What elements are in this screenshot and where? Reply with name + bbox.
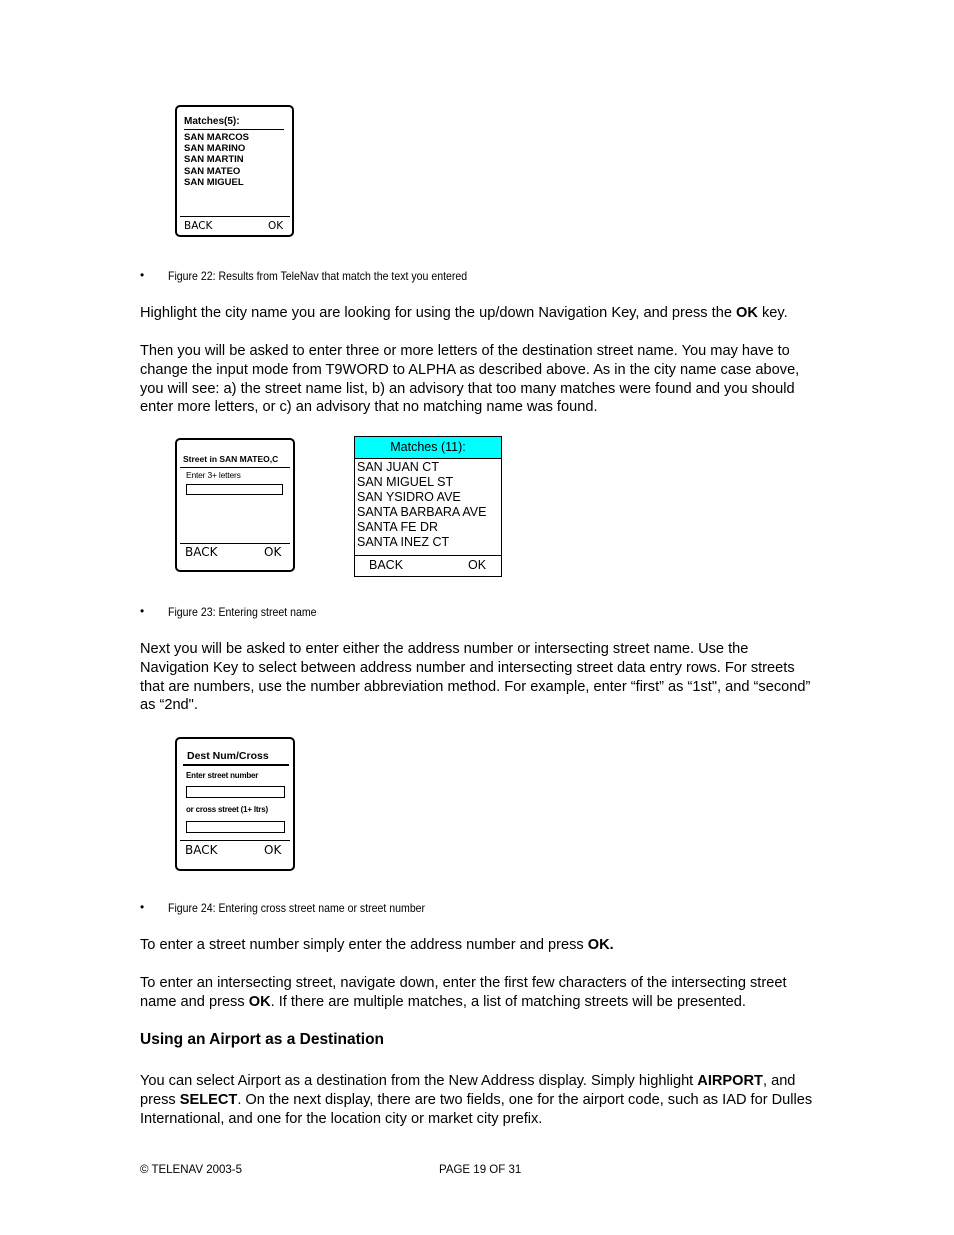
list-item[interactable]: SANTA BARBARA AVE bbox=[357, 505, 487, 519]
figure24-caption: Figure 24: Entering cross street name or street number bbox=[168, 901, 426, 915]
street-number-label: Enter street number bbox=[186, 771, 259, 780]
paragraph-enter-street: Then you will be asked to enter three or more letters of the destination street name. You may have to change the input mode from T9WORD to ALPHA as described above. As in the city name case above, you will see: a) the street name list, b) an advisory that too many matches were found and you should enter more letters, or c) an advisory that no matching name was found. bbox=[140, 343, 800, 416]
street-number-input[interactable] bbox=[186, 786, 285, 798]
back-softkey[interactable]: BACK bbox=[185, 545, 218, 559]
list-item[interactable]: SAN JUAN CT bbox=[357, 460, 439, 474]
cross-street-input[interactable] bbox=[186, 821, 285, 833]
list-item[interactable]: SAN MARCOS bbox=[184, 132, 249, 143]
ok-softkey[interactable]: OK bbox=[264, 843, 282, 857]
street-match-list bbox=[357, 460, 486, 550]
figure22-bullet: • bbox=[140, 268, 145, 282]
ok-softkey[interactable]: OK bbox=[268, 220, 284, 232]
figure24-phone-screen bbox=[175, 737, 295, 871]
footer-copyright: © TELENAV 2003-5 bbox=[140, 1164, 243, 1176]
list-item[interactable]: SANTA FE DR bbox=[357, 520, 439, 534]
softkey-divider bbox=[180, 840, 290, 841]
paragraph-airport: You can select Airport as a destination from the New Address display. Simply highlight AIRPORT, and press SELECT. On the next display, there are two fields, one for the airport code, such as IAD for Dulles International, and one for the location city or market city prefix. bbox=[140, 1073, 813, 1127]
list-item[interactable]: SANTA INEZ CT bbox=[357, 535, 450, 549]
figure22-phone-screen bbox=[175, 105, 294, 237]
title-divider bbox=[180, 467, 290, 468]
footer-page-number: PAGE 19 OF 31 bbox=[439, 1164, 522, 1176]
matches-header: Matches (11): bbox=[355, 437, 501, 459]
figure22-caption: Figure 22: Results from TeleNav that match the text you entered bbox=[168, 269, 468, 283]
figure23-phone-screen bbox=[175, 438, 295, 572]
paragraph-street-number: To enter a street number simply enter the address number and press OK. bbox=[140, 937, 614, 953]
ok-softkey[interactable]: OK bbox=[264, 545, 282, 559]
figure24-bullet: • bbox=[140, 900, 145, 914]
street-screen-title: Street in SAN MATEO,C bbox=[183, 454, 279, 464]
list-item[interactable]: SAN MATEO bbox=[184, 165, 241, 177]
paragraph-address-number: Next you will be asked to enter either the address number or intersecting street name. Use the Navigation Key to select between address number and intersecting street data entry rows. For streets that are numbers, use the number abbreviation method. For example, enter “first” as “1st", and “second” as “2nd". bbox=[140, 641, 811, 714]
list-item[interactable]: SAN MARINO bbox=[184, 143, 246, 155]
street-prompt-label: Enter 3+ letters bbox=[186, 470, 241, 480]
figure23-bullet: • bbox=[140, 604, 145, 618]
ok-softkey[interactable]: OK bbox=[468, 558, 487, 572]
title-divider bbox=[183, 764, 289, 766]
list-item[interactable]: SAN MIGUEL ST bbox=[357, 475, 454, 489]
softkey-divider bbox=[180, 543, 290, 544]
paragraph-intersecting-street: To enter an intersecting street, navigate down, enter the first few characters of the intersecting street name and press OK. If there are multiple matches, a list of matching streets will be presented. bbox=[140, 975, 787, 1010]
city-match-list bbox=[184, 132, 249, 188]
cross-street-label: or cross street (1+ ltrs) bbox=[186, 805, 268, 814]
list-item[interactable]: SAN MARTIN bbox=[184, 154, 244, 166]
list-item[interactable]: SAN MIGUEL bbox=[184, 176, 244, 188]
figure23-caption: Figure 23: Entering street name bbox=[168, 605, 317, 619]
table-softkeys bbox=[355, 555, 501, 577]
paragraph-highlight-city: Highlight the city name you are looking for using the up/down Navigation Key, and press the OK key. bbox=[140, 305, 788, 321]
back-softkey[interactable]: BACK bbox=[184, 220, 213, 232]
back-softkey[interactable]: BACK bbox=[185, 843, 218, 857]
back-softkey[interactable]: BACK bbox=[369, 558, 404, 572]
street-matches-table bbox=[354, 436, 502, 577]
section-heading: Using an Airport as a Destination bbox=[140, 1031, 385, 1048]
dest-num-cross-title: Dest Num/Cross bbox=[187, 750, 269, 762]
matches-title: Matches(5): bbox=[184, 116, 240, 127]
list-item[interactable]: SAN YSIDRO AVE bbox=[357, 490, 461, 504]
softkey-divider bbox=[180, 216, 290, 217]
title-divider bbox=[184, 129, 284, 130]
street-name-input[interactable] bbox=[186, 484, 283, 495]
